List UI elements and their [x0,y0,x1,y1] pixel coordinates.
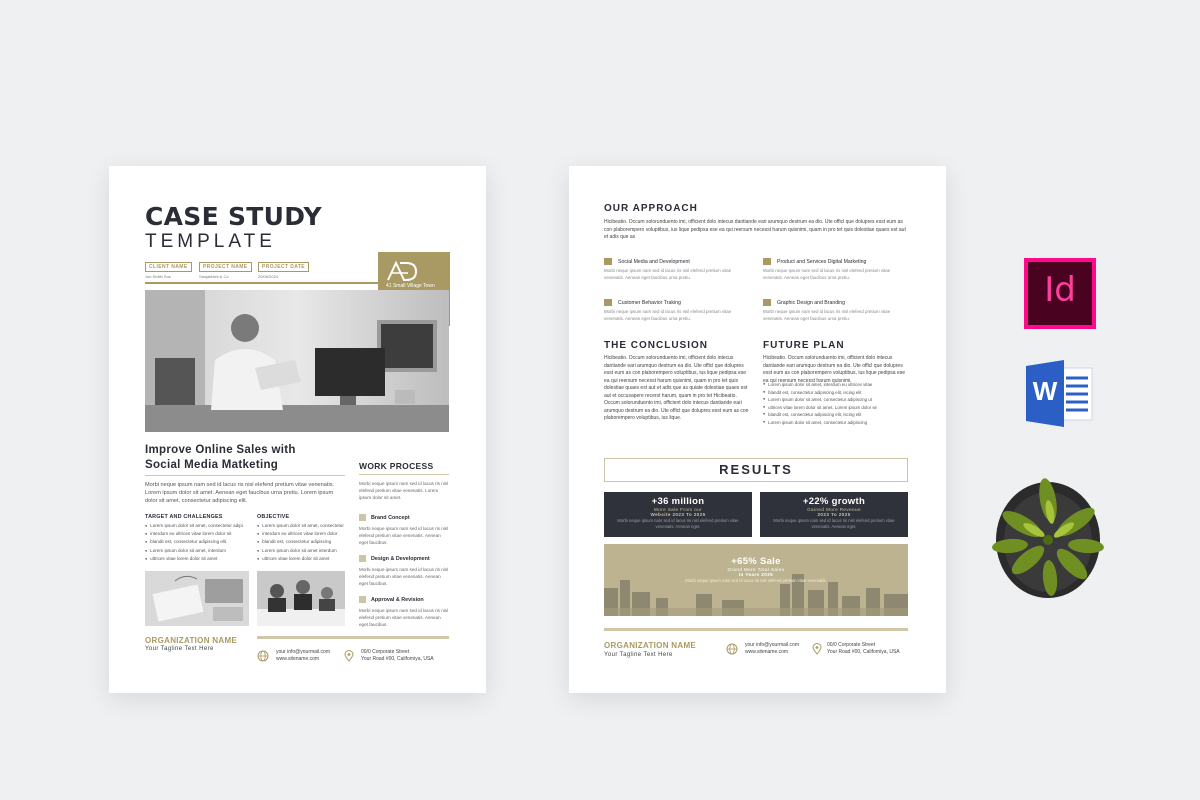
client-name-label: CLIENT NAME [145,262,192,272]
list-item: ● ultrices vitae lorem dolor sit amet, Lorem ipsum dolor se [763,404,909,412]
list-item: ● Lorem ipsum dolor sit amet interdum [257,547,349,555]
approach-item-graphic-design: Graphic Design and Branding [763,299,845,306]
word-label: W [1032,376,1058,406]
list-item: ● Lorem ipsum dolor sit amet, consectetur adipi [145,522,253,530]
stat-subtitle: 2023 To 2025 [817,512,851,517]
headline-rule [145,475,345,476]
list-item: ● blandit est, consectetur adipiscing elit, iscing elit [763,389,909,397]
indesign-label: Id [1044,270,1076,310]
stat-value: +22% growth [802,496,866,507]
organization-tagline: Your Tagline Text Here [604,652,673,658]
work-step-brand-concept: Brand Concept [359,514,410,521]
list-item: ● Lorem ipsum dolor sit amet, consectetur adipiscing [763,419,909,427]
stat-card-sale-city [604,544,908,616]
globe-icon [726,643,738,655]
list-item: ● interdum eu ultrices vitae lorem dolor [257,530,349,538]
approach-item-customer-behavior: Customer Behavior Traking [604,299,681,306]
project-name-label: PROJECT NAME [199,262,252,272]
document-subtitle: TEMPLATE [145,231,276,252]
approach-item-text: Morbi neque ipsum nam sed id lacus ris nisl elefend pretium vitae venenatis. Aenean eget faucibus urna pretiu. [604,268,732,280]
stat-subtitle: Grand More Total Sales [727,567,785,572]
approach-item-social-media: Social Media and Development [604,258,690,265]
word-app-icon [1024,358,1096,429]
indesign-app-icon [1024,258,1096,329]
square-bullet-icon [359,555,366,562]
footer-rule [257,636,449,639]
location-pin-icon [811,643,823,655]
approach-item-product-services: Product and Services Digital Marketing [763,258,866,265]
case-study-page-front [109,166,486,693]
case-study-page-back [569,166,946,693]
objective-bullet-list [257,522,349,563]
approach-item-text: Morbi neque ipsum nam sed id lacus ris nisl elefend pretium vitae venenatis. Aenean eget faucibus urna pretiu. [604,309,732,321]
project-date-label: PROJECT DATE [258,262,309,272]
square-bullet-icon [359,596,366,603]
header-rule [145,282,378,284]
list-item: ● blandit est, consectetur adipiscing elit [145,538,253,546]
location-pin-icon [343,650,355,662]
project-name-value: Sanjakhkhl & Co [199,274,229,279]
meeting-team-photo [257,571,345,626]
target-bullet-list [145,522,253,563]
footer-rule [604,628,908,631]
work-process-heading: WORK PROCESS [359,461,434,471]
work-step-design-development: Design & Development [359,555,430,562]
case-headline: Improve Online Sales with Social Media Matketing [145,444,296,471]
square-bullet-icon [604,299,612,306]
stat-description: Morbi neque ipsum nam sed id lacus ris nisl elefend pretium vitae venenatis. Aenean eget. [617,518,739,529]
intro-paragraph: Morbi neque ipsum nam sed id lacus ris nisl elefend pretium vitae venenatis. Lorem ipsum dolor sit amet. Aenean eget faucibus urna pretiu. Lorem ipsum dolor sit amet, consectetur adipiscing elit. [145,482,335,504]
approach-paragraph: Hicibeatio. Occum solorunduento imi, officient dolo intecus dantiande eari arumquo destrum ea dio. Ute officl que dolupres esst eum as con plaborempero voluptibus, ius lique pedipsa ese ea qui reersum necesst harum quisnimi, quam in pro tet quis dolestiae quaes est aut et adis que as [604,219,906,240]
objective-heading: OBJECTIVE [257,514,290,520]
office-man-reading-photo [145,290,449,432]
square-bullet-icon [604,258,612,265]
laptop-desk-photo [145,571,249,626]
results-heading: RESULTS [604,458,908,482]
work-step-text: Morbi neque ipsum nam sed id lacus ris nisl elefend pretium vitae venenatis. Aenean eget faucibus. [359,526,449,545]
globe-icon [257,650,269,662]
stat-subtitle: Website 2023 To 2025 [650,512,706,517]
square-bullet-icon [359,514,366,521]
stat-description: Morbi neque ipsum nam sed id lacus ris nisl elefend pretium vitae venenatis. [685,578,827,583]
list-item: ● ultrices vitae lorem dolor sit amet [257,555,349,563]
document-title: CASE STUDY [145,202,322,231]
stat-value: +36 million [651,496,705,507]
work-process-intro: Morbi neque ipsum nam sed id lacus ris nisl elefend pretium vitae venenatis. Lorem ipsum dolor sit amet. [359,481,449,500]
list-item: ● blandit est, consectetur adipiscing elit, iscing elit [763,411,909,419]
target-challenges-heading: TARGET AND CHALLENGES [145,514,223,520]
future-plan-heading: FUTURE PLAN [763,340,845,351]
organization-name: ORGANIZATION NAME [145,636,238,645]
conclusion-heading: THE CONCLUSION [604,340,708,351]
work-step-text: Morbi neque ipsum nam sed id lacus ris nisl elefend pretium vitae venenatis. Aenean eget faucibus. [359,567,449,586]
contact-email-web: your info@yourmail.com www.sitename.com [276,649,330,662]
list-item: ● ultrices vitae lorem dolor sit amet [145,555,253,563]
future-plan-paragraph: Hicibeatio. Occum solorunduento imi, officient dolo intecus dantiande eari arumquo destrum ea dio. Ute officl que dolupres esst eum as con plaborempero voluptibus, ius lique pedipsa ese ea qui reersum necesst harum quisnimi. [763,355,906,384]
approach-item-text: Morbi neque ipsum nam sed id lacus ris nisl elefend pretium vitae venenatis. Aenean eget faucibus urna pretiu. [763,268,891,280]
work-step-text: Morbi neque ipsum nam sed id lacus ris nisl elefend pretium vitae venenatis. Aenean eget faucibus. [359,608,449,627]
contact-address: 00/0 Corporate Street Your Road #00, Californiya, USA [827,642,900,655]
list-item: ● blandit est, consectetur adipiscing [257,538,349,546]
stat-card-growth [760,492,908,537]
stat-description: Morbi neque ipsum nam sed id lacus ris nisl elefend pretium vitae venenatis. Aenean eget. [773,518,895,529]
square-bullet-icon [763,258,771,265]
list-item: ● Lorem ipsum dolor sit amet, interdum [145,547,253,555]
contact-address: 00/0 Corporate Street Your Road #00, Californiya, USA [361,649,434,662]
list-item: ● Lorem ipsum dolor sit amet, consectetur adipiscing ut [763,396,909,404]
work-step-approval-revision: Approval & Revision [359,596,424,603]
project-date-value: 20/06/2024 [258,274,279,279]
client-name-value: Jon Smith Sus [145,274,171,279]
stat-subtitle: In Years 2025 [738,572,774,577]
approach-item-text: Morbi neque ipsum nam sed id lacus ris nisl elefend pretium vitae venenatis. Aenean eget faucibus urna pretiu. [763,309,891,321]
work-process-rule [359,474,449,475]
conclusion-paragraph: Hicibeatio. Occum solorunduento imi, officient dolo intecus dantiande eari arumquo destrum ea dio. Ute officl que dolupres esst eum as con plaborempero voluptibus, ius lique pedipsa ese ea qui reersum necesst harum quisnimi, quam in pro tet quis dolestiae quaes est aut et adis que as quiate dolestiae quaes est aut et occusapere recerst harum, quam in pro tet Hicibeatio. Occum solorunduento imi, officient dolo intecus dantiande eari arumquo destrum ea dio. Ute officl que dolupres esst eum as con plaborempero voluptibus, ius lique. [604,355,749,421]
organization-name: ORGANIZATION NAME [604,641,697,650]
our-approach-heading: OUR APPROACH [604,203,698,214]
stat-card-million [604,492,752,537]
square-bullet-icon [763,299,771,306]
address-text: 41 Small Village Town [386,283,435,289]
stat-subtitle: More Sale From our [653,507,703,512]
future-plan-bullet-list [763,381,909,427]
organization-tagline: Your Tagline Text Here [145,646,214,652]
list-item: ● Lorem ipsum dolor sit amet, consectetur [257,522,349,530]
list-item: ● interdum eu ultrices vitae lorem dolor sit [145,530,253,538]
stat-subtitle: Gained More Revenue [807,507,861,512]
stat-value: +65% Sale [731,556,781,567]
brand-logo-icon [386,260,418,282]
list-item: ● Lorem ipsum dolor sit amet, interdum eu ultrices vitae [763,381,909,389]
potted-plant-decoration [988,460,1106,610]
contact-email-web: your info@yourmail.com www.sitename.com [745,642,799,655]
